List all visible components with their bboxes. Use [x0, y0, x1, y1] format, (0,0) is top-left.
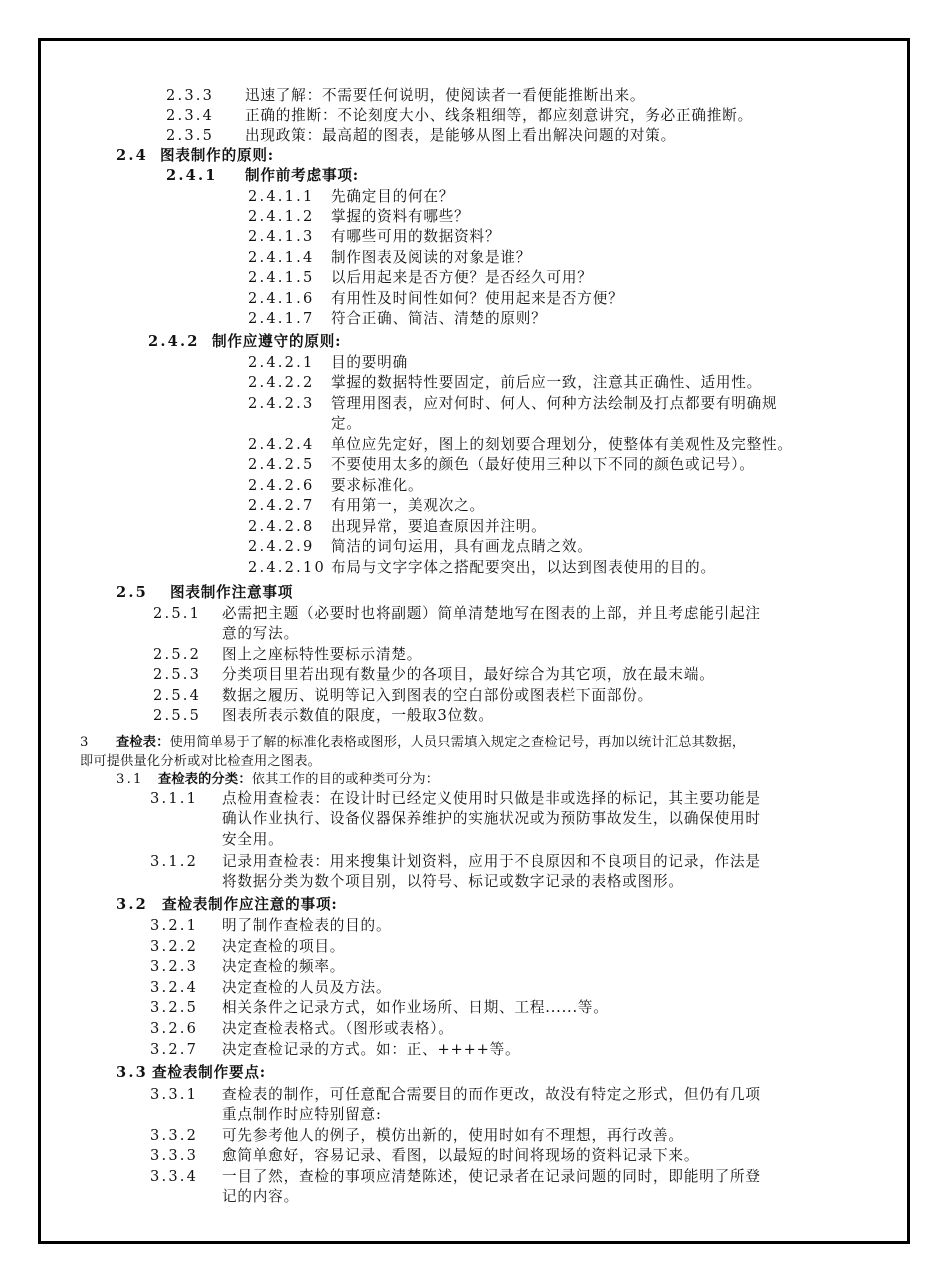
item-number: 3.2.1 — [150, 917, 199, 934]
item-number: 3.2.2 — [150, 938, 199, 955]
item-text: 不要使用太多的颜色（最好使用三种以下不同的颜色或记号）。 — [331, 456, 755, 473]
item-text: 定。 — [331, 415, 362, 432]
item-text: 决定查检的人员及方法。 — [222, 979, 392, 996]
item-text: 查检表制作要点: — [152, 1064, 266, 1081]
item-text: 图表所表示数值的限度，一般取3位数。 — [222, 707, 494, 724]
item-heading: 查检表： — [116, 735, 170, 750]
item-number: 2.4.2.10 — [248, 559, 326, 576]
item-text: 单位应先定好，图上的刻划要合理划分，使整体有美观性及完整性。 — [331, 436, 793, 453]
item-number: 2.4.2.1 — [248, 354, 315, 371]
item-text: 简洁的词句运用，具有画龙点睛之效。 — [331, 538, 593, 555]
item-text: 查检表制作应注意的事项: — [162, 896, 338, 913]
item-number: 3.1.2 — [150, 853, 199, 870]
item-text: 图表制作注意事项 — [170, 584, 294, 601]
item-text: 记录用查检表：用来搜集计划资料，应用于不良原因和不良项目的记录，作法是 — [222, 853, 761, 870]
item-text: 愈简单愈好，容易记录、看图，以最短的时间将现场的资料记录下来。 — [222, 1147, 700, 1164]
item-text: 分类项目里若出现有数量少的各项目，最好综合为其它项，放在最末端。 — [222, 666, 715, 683]
item-text: 图上之座标特性要标示清楚。 — [222, 646, 423, 663]
item-number: 2.5.3 — [153, 666, 202, 683]
item-number: 3.3.3 — [150, 1147, 199, 1164]
item-text: 有用第一，美观次之。 — [331, 497, 485, 514]
item-number: 2.4.2.7 — [248, 497, 315, 514]
item-number: 2.4.2.2 — [248, 374, 315, 391]
item-number: 2.3.4 — [166, 107, 215, 124]
item-text: 一目了然，查检的事项应清楚陈述，使记录者在记录问题的同时，即能明了所登 — [222, 1168, 761, 1185]
item-number: 3.3 — [116, 1064, 148, 1081]
item-text: 可先参考他人的例子，模仿出新的，使用时如有不理想，再行改善。 — [222, 1127, 684, 1144]
item-text: 出现政策：最高超的图表，是能够从图上看出解决问题的对策。 — [245, 127, 677, 144]
item-text: 安全用。 — [222, 831, 284, 848]
item-number: 3 — [80, 735, 91, 750]
item-text: 有哪些可用的数据资料？ — [331, 228, 501, 245]
item-text: 管理用图表，应对何时、何人、何种方法绘制及打点都要有明确规 — [331, 395, 778, 412]
item-number: 2.4 — [116, 147, 148, 164]
item-text: 相关条件之记录方式，如作业场所、日期、工程......等。 — [222, 999, 609, 1016]
item-number: 2.3.3 — [166, 87, 215, 104]
item-text — [158, 770, 439, 790]
item-text: 即可提供量化分析或对比检查用之图表。 — [80, 754, 321, 769]
item-number: 2.5.5 — [153, 707, 202, 724]
item-number: 3.2.6 — [150, 1020, 199, 1037]
item-number: 3.2.7 — [150, 1041, 199, 1058]
item-number: 3.2 — [116, 896, 148, 913]
item-text: 掌握的资料有哪些？ — [331, 208, 470, 225]
item-text: 必需把主题（必要时也将副题）简单清楚地写在图表的上部，并且考虑能引起注 — [222, 605, 761, 622]
item-body: 依其工作的目的或种类可分为： — [251, 772, 440, 787]
item-number: 2.4.1.3 — [248, 228, 315, 245]
item-text: 有用性及时间性如何？使用起来是否方便？ — [331, 290, 624, 307]
item-number: 2.4.2.5 — [248, 456, 315, 473]
item-text: 出现异常，要追查原因并注明。 — [331, 518, 547, 535]
item-text: 布局与文字字体之搭配要突出，以达到图表使用的目的。 — [331, 559, 716, 576]
item-text: 正确的推断：不论刻度大小、线条粗细等，都应刻意讲究，务必正确推断。 — [245, 107, 753, 124]
item-text: 决定查检的项目。 — [222, 938, 346, 955]
item-text: 迅速了解：不需要任何说明，使阅读者一看便能推断出来。 — [245, 87, 646, 104]
item-text: 重点制作时应特别留意: — [222, 1106, 382, 1123]
item-text: 点检用查检表：在设计时已经定义使用时只做是非或选择的标记，其主要功能是 — [222, 790, 761, 807]
item-text: 明了制作查检表的目的。 — [222, 917, 392, 934]
item-number: 2.4.1.1 — [248, 188, 315, 205]
item-number: 2.5.4 — [153, 687, 202, 704]
item-number: 2.4.1 — [166, 167, 218, 184]
item-number: 2.4.2.8 — [248, 518, 315, 535]
item-text: 要求标准化。 — [331, 477, 424, 494]
item-text: 制作图表及阅读的对象是谁？ — [331, 249, 532, 266]
item-text: 决定查检的频率。 — [222, 958, 346, 975]
item-number: 2.5.2 — [153, 646, 202, 663]
item-number: 3.3.4 — [150, 1168, 199, 1185]
item-text: 查检表的制作，可任意配合需要目的而作更改，故没有特定之形式，但仍有几项 — [222, 1086, 761, 1103]
item-text: 目的要明确 — [331, 354, 408, 371]
item-text: 确认作业执行、设备仪器保养维护的实施状况或为预防事故发生，以确保使用时 — [222, 810, 761, 827]
item-text: 数据之履历、说明等记入到图表的空白部份或图表栏下面部份。 — [222, 687, 654, 704]
item-text — [116, 733, 745, 753]
item-heading: 查检表的分类： — [158, 772, 252, 787]
item-number: 2.4.1.5 — [248, 269, 315, 286]
item-number: 3.1 — [116, 772, 144, 787]
item-number: 3.2.5 — [150, 999, 199, 1016]
item-number: 3.1.1 — [150, 790, 199, 807]
item-text: 将数据分类为数个项目别，以符号、标记或数字记录的表格或图形。 — [222, 873, 684, 890]
item-number: 2.3.5 — [166, 127, 215, 144]
item-number: 3.3.1 — [150, 1086, 199, 1103]
item-number: 2.4.1.6 — [248, 290, 315, 307]
item-number: 2.4.2.9 — [248, 538, 315, 555]
item-text: 掌握的数据特性要固定，前后应一致，注意其正确性、适用性。 — [331, 374, 763, 391]
item-text: 决定查检记录的方式。如：正、++++等。 — [222, 1041, 521, 1058]
item-text: 先确定目的何在？ — [331, 188, 455, 205]
item-number: 2.5.1 — [153, 605, 202, 622]
item-text: 记的内容。 — [222, 1188, 299, 1205]
item-number: 2.4.1.2 — [248, 208, 315, 225]
item-number: 3.2.3 — [150, 958, 199, 975]
item-text: 意的写法。 — [222, 625, 299, 642]
item-text: 制作前考虑事项: — [245, 167, 359, 184]
item-number: 3.2.4 — [150, 979, 199, 996]
item-number: 3.3.2 — [150, 1127, 199, 1144]
item-number: 2.4.2 — [148, 333, 200, 350]
item-number: 2.4.2.6 — [248, 477, 315, 494]
item-number: 2.4.1.7 — [248, 310, 315, 327]
item-text: 符合正确、简洁、清楚的原则？ — [331, 310, 547, 327]
item-number: 2.5 — [116, 584, 148, 601]
item-number: 2.4.2.4 — [248, 436, 315, 453]
item-number: 2.4.2.3 — [248, 395, 315, 412]
item-body: 使用简单易于了解的标准化表格或图形，人员只需填入规定之查检记号，再加以统计汇总其数据， — [169, 735, 746, 750]
item-text: 以后用起来是否方便？是否经久可用？ — [331, 269, 593, 286]
item-number: 2.4.1.4 — [248, 249, 315, 266]
item-text: 图表制作的原则: — [160, 147, 274, 164]
item-text: 制作应遵守的原则: — [212, 333, 342, 350]
item-text: 决定查检表格式。（图形或表格）。 — [222, 1020, 454, 1037]
